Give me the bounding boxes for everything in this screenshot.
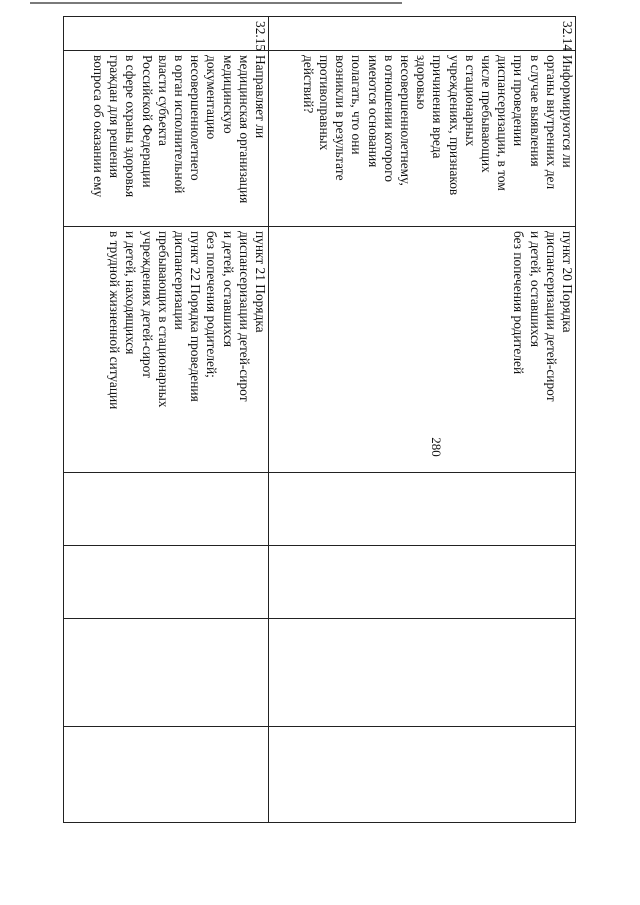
row-number: 32.14 <box>560 21 575 52</box>
reference-text: пункт 21 Порядка диспансеризации детей-сирот и детей, оставшихся без попечения родителей; пункт 22 Порядка проведения диспансеризации пребывающих в стационарных учреждениях детей-сирот и детей, находящихся в трудной жизненной ситуации <box>107 231 268 410</box>
empty-cell <box>269 727 576 823</box>
empty-cell <box>269 546 576 619</box>
row-number-cell <box>64 17 269 51</box>
row-number-cell <box>269 17 576 51</box>
empty-cell <box>269 619 576 727</box>
empty-cell <box>64 546 269 619</box>
row-number: 32.15 <box>253 21 268 52</box>
checklist-table <box>63 16 576 823</box>
empty-cell <box>269 473 576 546</box>
checklist-table-wrapper <box>66 16 576 822</box>
table-row <box>64 17 269 823</box>
reference-cell <box>269 227 576 473</box>
reference-cell <box>64 227 269 473</box>
empty-cell <box>64 619 269 727</box>
reference-text: пункт 20 Порядка диспансеризации детей-сирот и детей, оставшихся без попечения родителей <box>511 231 575 402</box>
question-text: Направляет ли медицинская организация медицинскую документацию несовершеннолетнего в орган исполнительной власти субъекта Российской Федерации в сфере охраны здоровья граждан для решения вопроса об оказании ему <box>90 55 268 204</box>
top-border-line <box>30 2 402 4</box>
question-cell <box>64 51 269 227</box>
table-row <box>269 17 576 823</box>
question-cell <box>269 51 576 227</box>
page-number: 280 <box>429 437 444 457</box>
empty-cell <box>64 727 269 823</box>
question-text: Информируются ли органы внутренних дел в случае выявления при проведении диспансеризации, в том числе пребывающих в стационарных учреждениях, признаков причинения вреда здоровью несовершеннолетнему, в отношении которого имеются основания полагать, что они возникли в результате противоправных действий? <box>300 55 575 196</box>
empty-cell <box>64 473 269 546</box>
